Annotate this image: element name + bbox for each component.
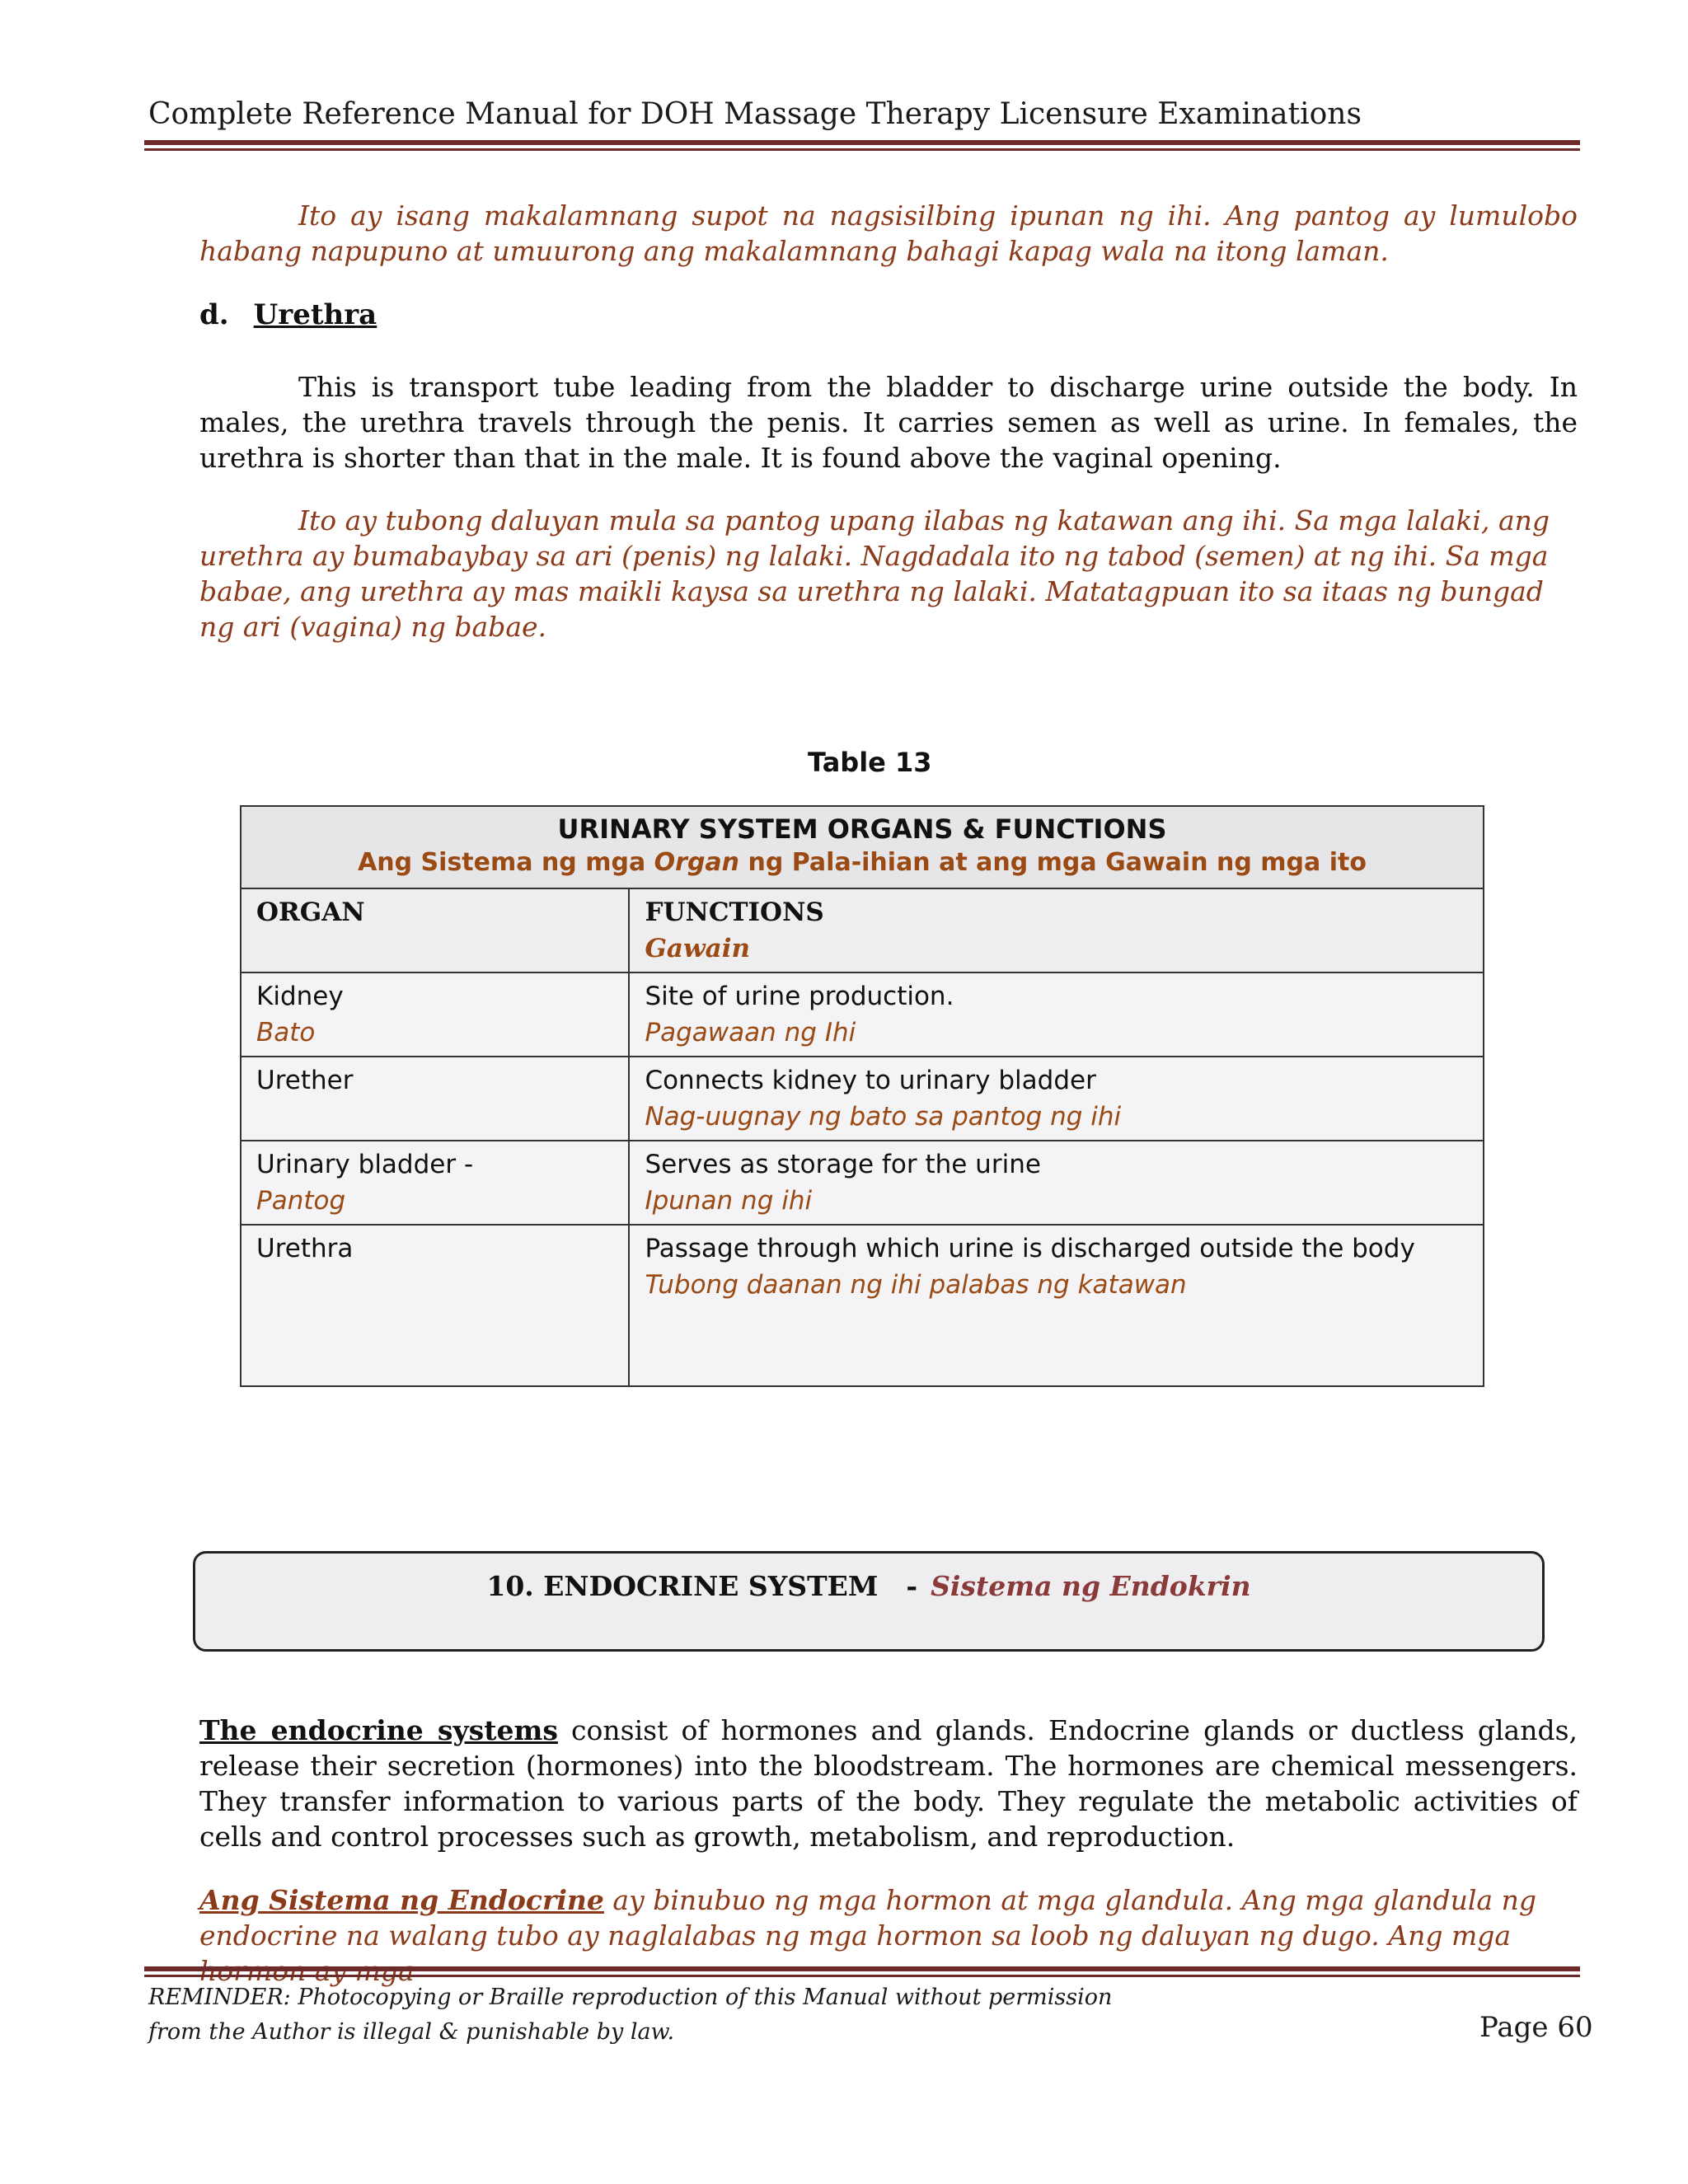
page-number: Page 60	[1479, 2011, 1593, 2044]
function-tagalog: Nag-uugnay ng bato sa pantog ng ihi	[645, 1102, 1122, 1132]
function-tagalog: Ipunan ng ihi	[645, 1186, 813, 1216]
endocrine-tagalog-paragraph	[199, 1882, 1578, 1989]
table-title-cell	[241, 806, 1484, 888]
section-title-tagalog: Sistema ng Endokrin	[931, 1570, 1251, 1602]
table-row	[241, 972, 1484, 1057]
urethra-heading: Urethra	[253, 298, 377, 331]
bladder-tagalog-paragraph	[199, 198, 1578, 269]
table-row	[241, 1057, 1484, 1141]
column-header-organ: ORGAN	[241, 888, 629, 972]
bladder-tagalog-text: Ito ay isang makalamnang supot na nagsisilbing ipunan ng ihi. Ang pantog ay lumulobo habang napupuno at umuurong ang makalamnang bahagi kapag wala na itong laman.	[199, 199, 1578, 267]
urethra-letter: d.	[199, 298, 229, 331]
organ-name: Urinary bladder -	[256, 1150, 474, 1179]
footer-reminder-line2: from the Author is illegal & punishable by law.	[148, 2019, 675, 2045]
footer-reminder-line1: REMINDER: Photocopying or Braille reproduction of this Manual without permission	[148, 1985, 1113, 2010]
footer-rule-thin	[144, 1975, 1580, 1977]
function-text: Connects kidney to urinary bladder	[645, 1066, 1096, 1095]
urethra-tagalog-paragraph	[199, 503, 1578, 644]
urethra-english-paragraph	[199, 369, 1578, 476]
urethra-subheading	[199, 298, 377, 331]
endocrine-english-paragraph	[199, 1713, 1578, 1854]
function-text: Passage through which urine is discharged outside the body	[645, 1234, 1415, 1263]
function-text: Serves as storage for the urine	[645, 1150, 1041, 1179]
urinary-organs-table	[240, 805, 1484, 1387]
organ-tagalog: Bato	[256, 1018, 316, 1047]
table-row	[241, 1141, 1484, 1225]
section-heading-box	[193, 1551, 1545, 1652]
function-tagalog: Pagawaan ng Ihi	[645, 1018, 856, 1047]
footer-rule	[144, 1966, 1580, 1971]
organ-name: Urethra	[256, 1234, 354, 1263]
column-header-functions: FUNCTIONS Gawain	[629, 888, 1484, 972]
urethra-english-text: This is transport tube leading from the bladder to discharge urine outside the body. In males, the urethra travels through the penis. It carries semen as well as urine. In females, the urethra is shorter than that in the male. It is found above the vaginal opening.	[199, 371, 1578, 474]
function-tagalog: Tubong daanan ng ihi palabas ng katawan	[645, 1270, 1187, 1300]
table-title: URINARY SYSTEM ORGANS & FUNCTIONS	[557, 813, 1167, 845]
running-header: Complete Reference Manual for DOH Massage Therapy Licensure Examinations	[148, 97, 1362, 131]
urethra-tagalog-text: Ito ay tubong daluyan mula sa pantog upang ilabas ng katawan ang ihi. Sa mga lalaki, ang urethra ay bumabaybay sa ari (penis) ng lalaki. Nagdadala ito ng tabod (semen) at ng ihi. Sa mga babae, ang urethra ay mas maikli kaysa sa urethra ng lalaki. Matatagpuan ito sa itaas ng bungad ng ari (vagina) ng babae.	[199, 504, 1550, 643]
endocrine-english-text: consist of hormones and glands. Endocrine glands or ductless glands, release their secretion (hormones) into the bloodstream. The hormones are chemical messengers. They transfer information to various parts of the body. They regulate the metabolic activities of cells and control processes such as growth, metabolism, and reproduction.	[199, 1714, 1578, 1853]
endocrine-lead: The endocrine systems	[199, 1714, 558, 1746]
section-title: 10. ENDOCRINE SYSTEM - Sistema ng Endokrin	[486, 1570, 1251, 1602]
endocrine-tagalog-text: ay binubuo ng mga hormon at mga glandula. Ang mga glandula ng endocrine na walang tubo ay naglalabas ng mga hormon sa loob ng daluyan ng dugo. Ang mga	[199, 1884, 1536, 1952]
organ-tagalog: Pantog	[256, 1186, 346, 1216]
organ-name: Urether	[256, 1066, 354, 1095]
table-caption: Table 13	[808, 747, 932, 778]
endocrine-tagalog-lead: Ang Sistema ng Endocrine	[199, 1884, 604, 1916]
organ-name: Kidney	[256, 982, 344, 1011]
column-header-functions-tagalog: Gawain	[645, 934, 751, 963]
header-rule	[144, 140, 1580, 145]
table-row	[241, 1225, 1484, 1386]
function-text: Site of urine production.	[645, 982, 954, 1011]
table-subtitle: Ang Sistema ng mga Organ ng Pala-ihian at ang mga Gawain ng mga ito	[358, 848, 1367, 877]
header-rule-thin	[144, 148, 1580, 151]
